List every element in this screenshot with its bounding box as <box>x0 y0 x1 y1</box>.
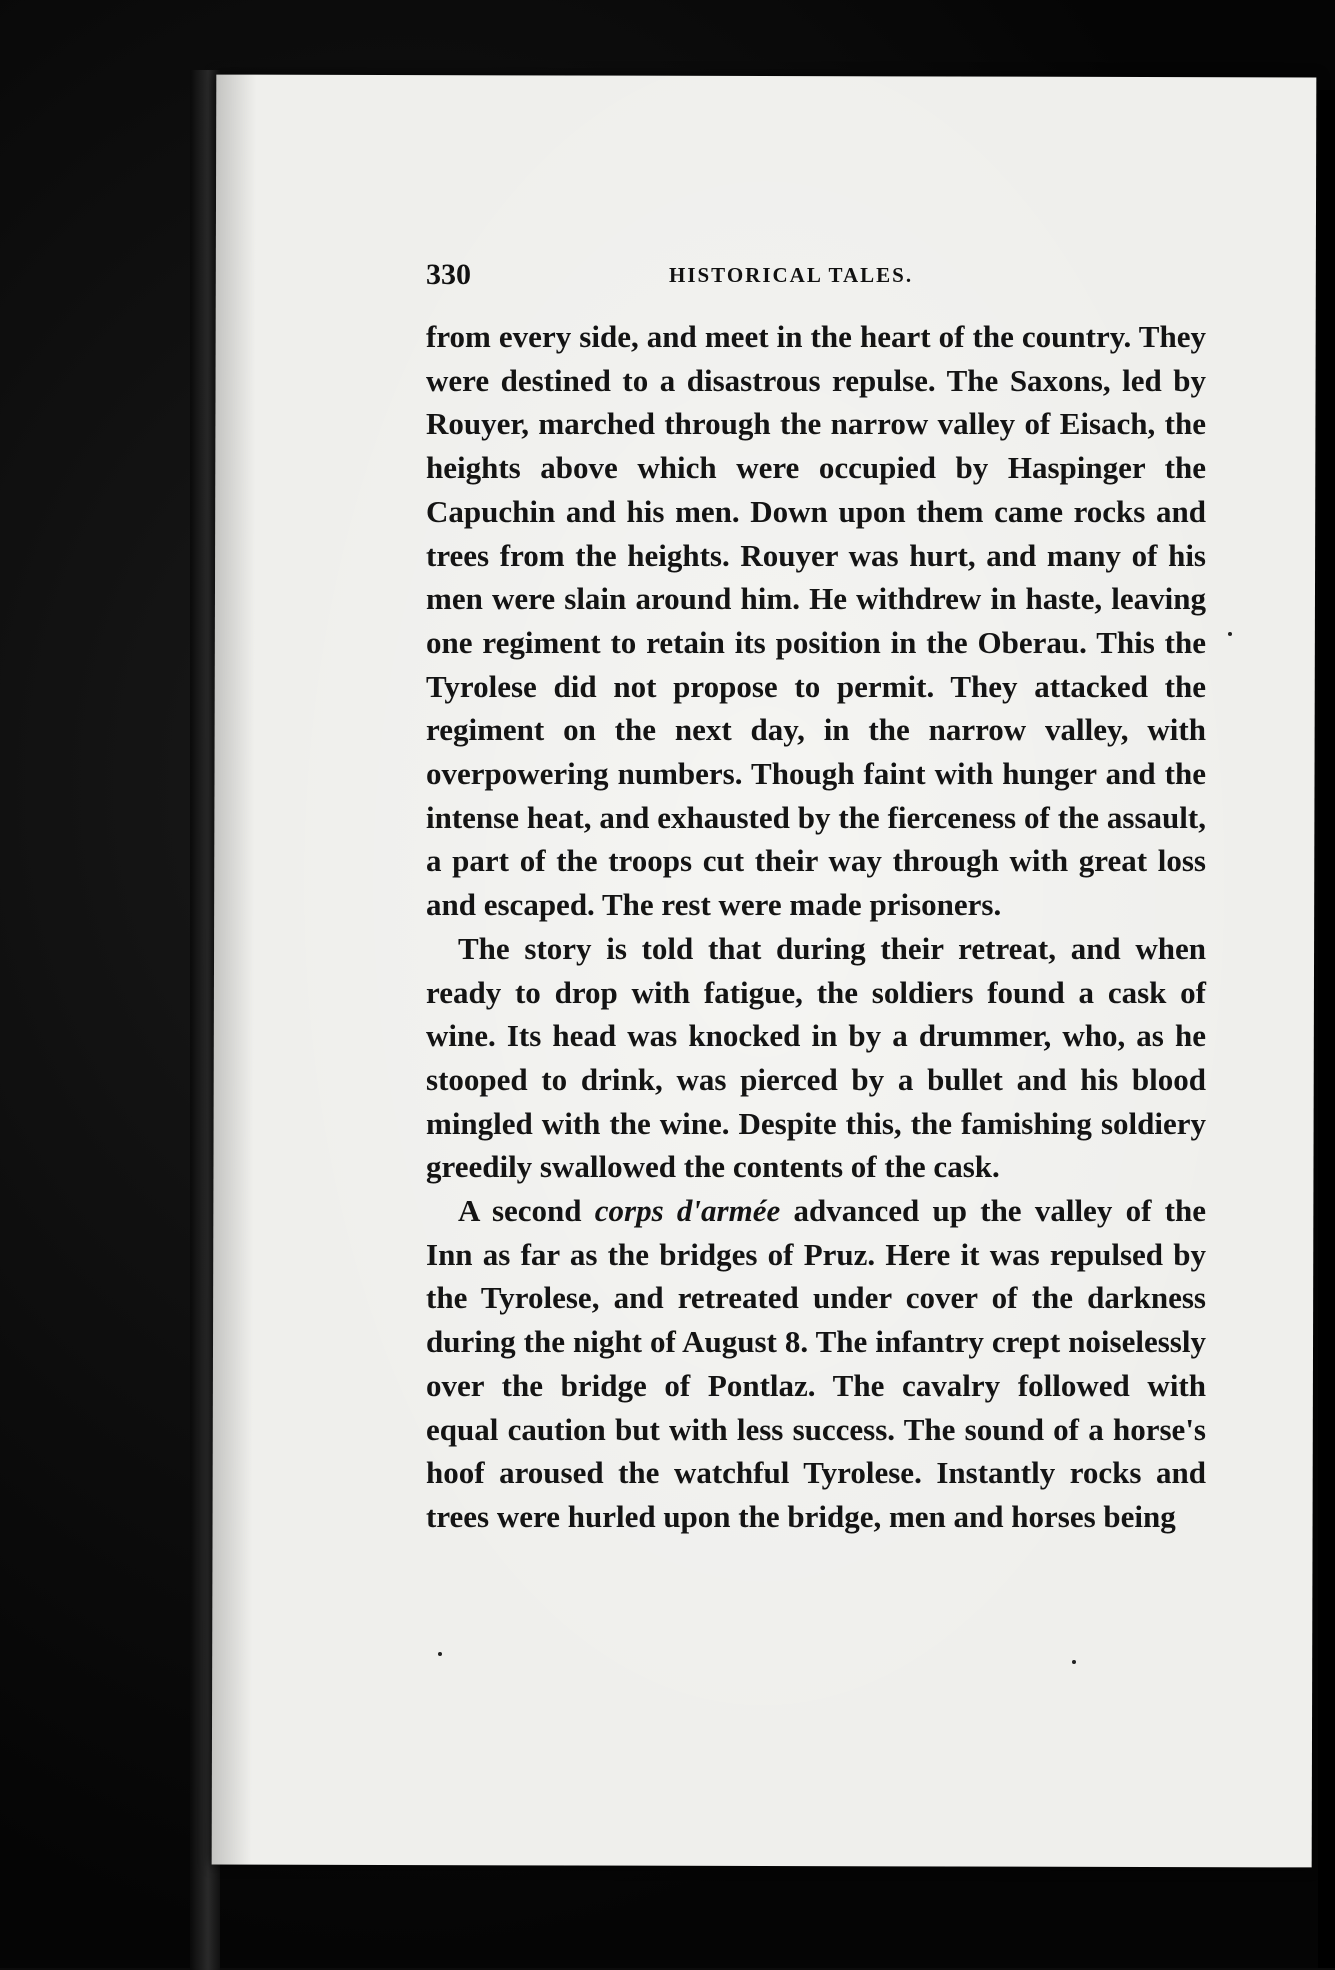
scan-speck <box>1072 1660 1076 1664</box>
paragraph <box>426 1189 1206 1539</box>
page-header <box>426 258 1206 298</box>
paragraph: from every side, and meet in the heart of the country. They were destined to a disastrous repulse. The Saxons, led by Rouyer, marched through the narrow valley of Eisach, the heights above which were occupied by Haspinger the Capuchin and his men. Down upon them came rocks and trees from the heights. Rouyer was hurt, and many of his men were slain around him. He withdrew in haste, leaving one regiment to retain its position in the Oberau. This the Tyrolese did not propose to permit. They attacked the regiment on the next day, in the narrow valley, with overpowering numbers. Though faint with hunger and the intense heat, and exhausted by the fierceness of the assault, a part of the troops cut their way through with great loss and escaped. The rest were made prisoners. <box>426 319 1206 923</box>
page-number: 330 <box>426 258 471 291</box>
page-body <box>426 315 1206 1539</box>
scan-speck <box>438 1652 442 1656</box>
italic-phrase: corps d'armée <box>594 1193 781 1229</box>
paragraph-text: A second <box>458 1193 595 1229</box>
paragraph-text: advanced up the valley of the Inn as far as the bridges of Pruz. Here it was repulsed by the Tyrolese, and retreated under cover of the darkness during the night of August 8. The infantry crept noiselessly over the bridge of Pontlaz. The cavalry followed with equal caution but with less success. The sound of a horse's hoof aroused the watchful Tyrolese. Instantly rocks and trees were hurled upon the bridge, men and horses being <box>426 1193 1206 1534</box>
paragraph: The story is told that during their retreat, and when ready to drop with fatigue, the soldiers found a cask of wine. Its head was knocked in by a drummer, who, as he stooped to drink, was pierced by a bullet and his blood mingled with the wine. Despite this, the famishing soldiery greedily swallowed the contents of the cask. <box>426 930 1206 1185</box>
facing-page-edge <box>1318 90 1335 1968</box>
running-head: HISTORICAL TALES. <box>669 263 914 287</box>
scan-speck <box>1228 632 1232 636</box>
